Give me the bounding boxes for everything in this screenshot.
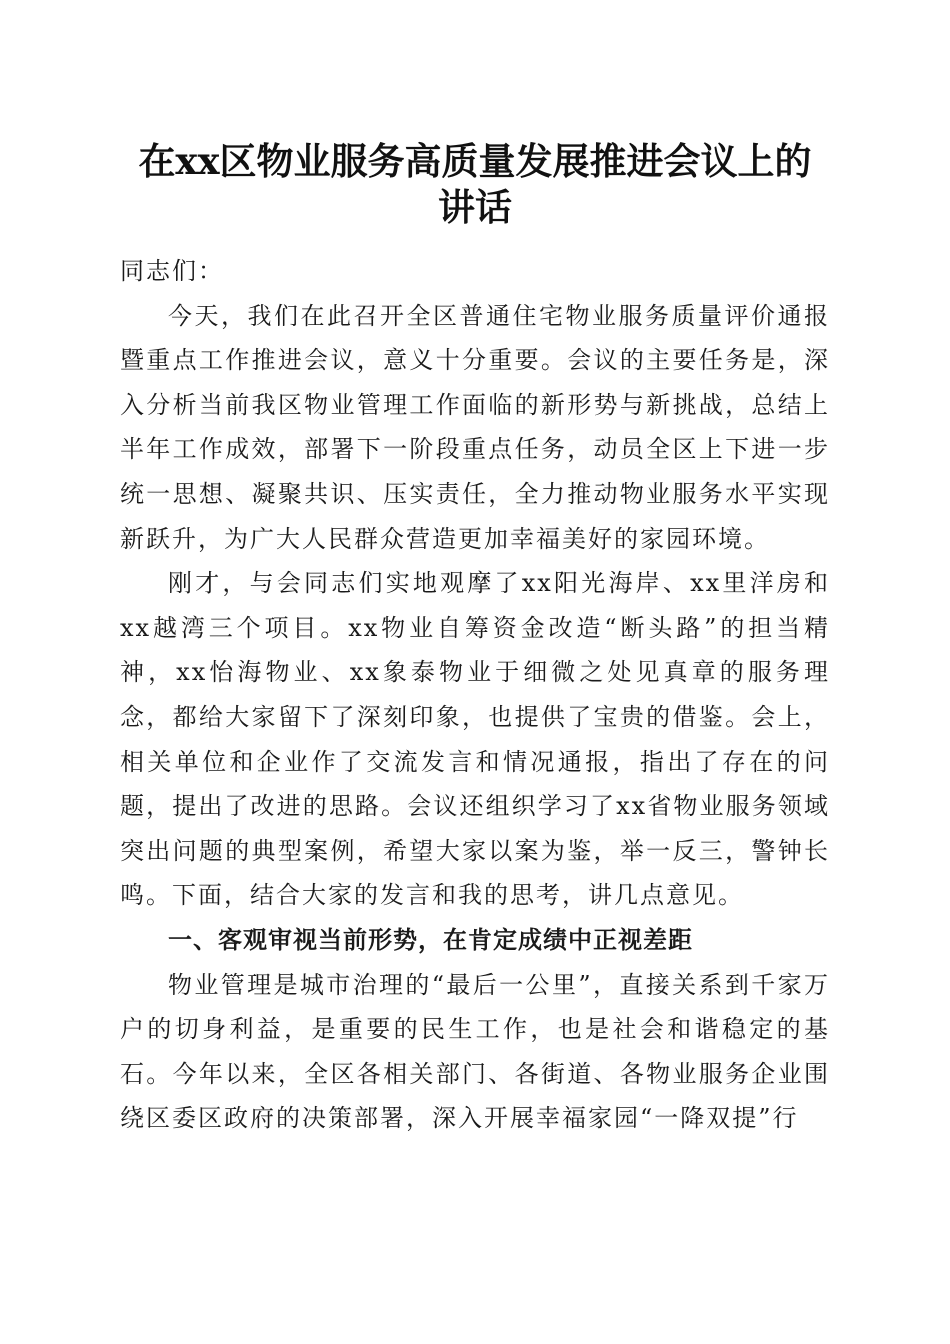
- document-body: [120, 249, 830, 1141]
- paragraph-opening: 今天，我们在此召开全区普通住宅物业服务质量评价通报暨重点工作推进会议，意义十分重要。会议的主要任务是，深入分析当前我区物业管理工作面临的新形势与新挑战，总结上半年工作成效，部署下一阶段重点任务，动员全区上下进一步统一思想、凝聚共识、压实责任，全力推动物业服务水平实现新跃升，为广大人民群众营造更加幸福美好的家园环境。: [120, 301, 830, 553]
- salutation: 同志们：: [120, 257, 224, 285]
- section-heading: 一、客观审视当前形势，在肯定成绩中正视差距: [168, 925, 693, 954]
- paragraph-observation: 刚才，与会同志们实地观摩了xx阳光海岸、xx里洋房和xx越湾三个项目。xx物业自筹资金改造“断头路”的担当精神，xx怡海物业、xx象泰物业于细微之处见真章的服务理念，都给大家留下了深刻印象，也提供了宝贵的借鉴。会上，相关单位和企业作了交流发言和情况通报，指出了存在的问题，提出了改进的思路。会议还组织学习了xx省物业服务领域突出问题的典型案例，希望大家以案为鉴，举一反三，警钟长鸣。下面，结合大家的发言和我的思考，讲几点意见。: [120, 569, 830, 910]
- document-title: 在xx区物业服务高质量发展推进会议上的讲话: [138, 139, 812, 229]
- paragraph-section-one: 物业管理是城市治理的“最后一公里”，直接关系到千家万户的切身利益，是重要的民生工作，也是社会和谐稳定的基石。今年以来，全区各相关部门、各街道、各物业服务企业围绕区委区政府的决策部署，深入开展幸福家园“一降双提”行: [120, 970, 830, 1133]
